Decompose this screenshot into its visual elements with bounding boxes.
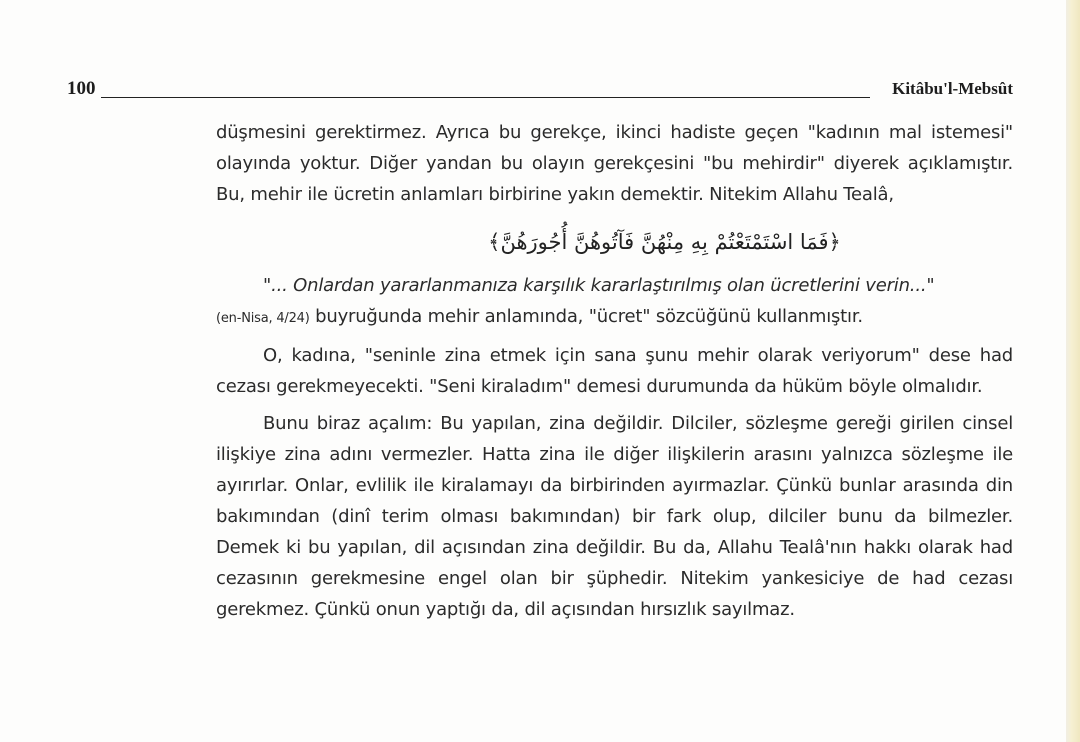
page-edge [1066,0,1080,742]
header-rule [101,97,870,98]
reference-line [216,301,1013,334]
page-number: 100 [67,78,96,99]
running-head [67,78,1013,100]
page-body [216,117,1013,625]
book-title: Kitâbu'l-Mebsût [892,79,1013,98]
reference-continuation: buyruğunda mehir anlamında, "ücret" sözcüğünü kullanmıştır. [315,306,863,327]
quran-verse: ﴿فَمَا اسْتَمْتَعْتُمْ بِهِ مِنْهُنَّ فَآتُوهُنَّ أُجُورَهُنَّ﴾ [488,230,841,254]
paragraph-3: Bunu biraz açalım: Bu yapılan, zina değildir. Dilciler, sözleşme gereği girilen cinsel ilişkiye zina adını vermezler. Hatta zina ile diğer ilişkilerin arasını yalnızca sözleşme ile ayırırlar. Onlar, evlilik ile kiralamayı da birbirinden ayırmazlar. Çünkü bunlar arasında din bakımından (dinî terim olması bakımından) bir fark olup, dilciler bunu da bilmezler. Demek ki bu yapılan, dil açısından zina değildir. Bu da, Allahu Tealâ'nın hakkı olarak had cezasının gerekmesine engel olan bir şüphedir. Nitekim yankesiciye de had cezası gerekmez. Çünkü onun yaptığı da, dil açısından hırsızlık sayılmaz. [216,413,1013,620]
paragraph-2: O, kadına, "seninle zina etmek için sana şunu mehir olarak veriyorum" dese had cezası gerekmeyecekti. "Seni kiraladım" demesi durumunda da hüküm böyle olmalıdır. [216,345,1013,397]
verse-translation-paragraph [216,270,1013,301]
paragraph-continuation: düşmesini gerektirmez. Ayrıca bu gerekçe, ikinci hadiste geçen "kadının mal istemesi" olayında yoktur. Diğer yandan bu olayın gerekçesini "bu mehirdir" diyerek açıklamıştır. Bu, mehir ile ücretin anlamları birbirine yakın demektir. Nitekim Allahu Tealâ, [216,122,1013,205]
verse-reference: (en-Nisa, 4/24) [216,311,310,326]
verse-translation: "... Onlardan yararlanmanıza karşılık kararlaştırılmış olan ücretlerini verin..." [263,275,935,296]
